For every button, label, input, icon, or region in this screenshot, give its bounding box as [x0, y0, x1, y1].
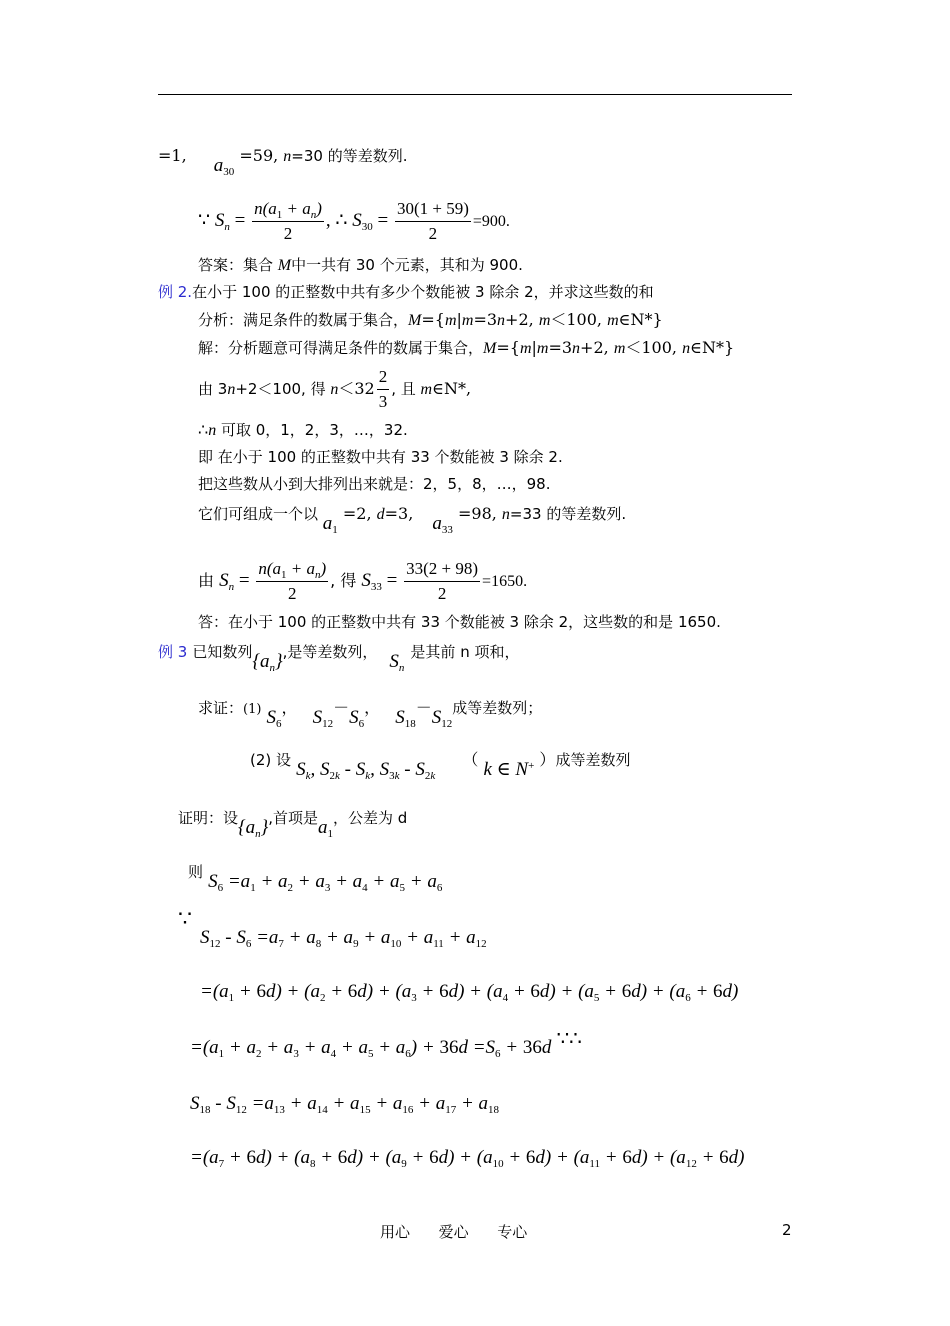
because-symbol: ∵	[198, 209, 211, 231]
example-2	[158, 282, 654, 302]
example-3: 例 3 已知数列$\{a_n\}$,是等差数列， $S_n$是其前 n 项和，	[158, 643, 520, 674]
S-symbol: S	[352, 209, 362, 231]
page-number: 2	[782, 1221, 792, 1239]
expansion-line-3: $=(a_7 + 6d) + (a_8 + 6d) + (a_9 + 6d) + (a_{10} + 6d) + (a_{11} + 6d) + (a_{12} + 6d)$	[190, 1147, 745, 1170]
fraction: $\frac{n(a_1 + a_n)}{2}$	[254, 199, 322, 243]
text: =1,	[158, 146, 187, 165]
prove-2: (2) 设 $S_k$, $S_{2k} - S_k$, $S_{3k} - S_{2k}$ （ k ∈ N+ ）成等差数列	[250, 750, 631, 782]
var-n: n	[283, 148, 292, 165]
text: 在小于 100 的正整数中共有多少个数能被 3 除余 2，并求这些数的和	[192, 283, 654, 301]
fraction: $\frac{2}{3}$	[378, 367, 388, 411]
text: , ∴	[325, 209, 353, 231]
expansion-line-1: $=(a_1 + 6d) + (a_2 + 6d) + (a_3 + 6d) + (a_4 + 6d) + (a_5 + 6d) + (a_6 + 6d)$	[200, 981, 739, 1004]
footer-motto: 用心 爱心 专心	[380, 1223, 528, 1241]
expansion-line-2: $=(a_1 + a_2 + a_3 + a_4 + a_5 + a_6) + 36d =S_6 + 36d$ ∵∴	[190, 1026, 582, 1060]
answer-1: 答案：集合 M中一共有 30 个元素，其和为 900.	[198, 256, 523, 274]
answer-2: 答：在小于 100 的正整数中共有 33 个数能被 3 除余 2，这些数的和是 1650.	[198, 613, 721, 631]
header-rule	[158, 94, 792, 95]
diff-line-2: $S_{18} - S_{12} =a_{13} + a_{14} + a_{15} + a_{16} + a_{17} + a_{18}$	[190, 1093, 500, 1116]
proof-start: 证明：设$\{a_n\}$,首项是$a_1$，公差为 d	[178, 809, 408, 840]
text: =30 的等差数列.	[291, 147, 408, 165]
example-label: 例 2.	[158, 283, 193, 301]
fraction: $\frac{n(a_1 + a_n)}{2}$	[258, 559, 327, 603]
because-therefore-symbols: ∵∴	[556, 1026, 582, 1050]
example-label: 例 3	[158, 643, 188, 661]
diff-line-1: $S_{12} - S_6 =a_7 + a_8 + a_9 + a_{10} + a_{11} + a_{12}$	[200, 927, 487, 950]
solution-line: 解：分析题意可得满足条件的数属于集合，M={m|m=3n+2, m＜100, n∈N*}	[198, 338, 735, 357]
text: =900.	[472, 212, 510, 230]
sum-formula-line-2: 由 $S_n$ = $\frac{n(a_1 + a_n)}{2}$ , 得 $S_{33}$ = $\frac{33(2 + 98)}{2}$ =1650.	[198, 559, 528, 603]
then-line: 则 $S_6 =a_1 + a_2 + a_3 + a_4 + a_5 + a_6$	[188, 863, 443, 894]
prove-1: 求证：(1) $S_6$， $S_{12}-S_6$， $S_{18}-S_{12}$成等差数列；	[198, 698, 543, 730]
because-line: ∵	[178, 907, 192, 932]
line-a30	[158, 146, 408, 178]
inequality-line: 由 3n+2＜100, 得 n＜32 $\frac{2}{3}$ , 且 m∈N*,	[198, 367, 472, 411]
sum-formula-line: ∵ $S_n$ = $\frac{n(a_1 + a_n)}{2}$ , ∴ $S_{30}$ = $\frac{30(1 + 59)}{2}$ =900.	[198, 199, 510, 243]
S-symbol: S	[214, 209, 225, 231]
therefore-line: ∴n 可取 0，1，2，3，…，32.	[198, 420, 408, 439]
fraction: $\frac{30(1 + 59)}{2}$	[396, 199, 469, 243]
list-line: 把这些数从小到大排列出来就是：2，5，8，…，98.	[198, 475, 551, 493]
fraction: $\frac{33(2 + 98)}{2}$	[406, 559, 479, 603]
a30-symbol: $a_{30}$	[213, 155, 235, 178]
analysis-line: 分析：满足条件的数属于集合，M={m|m=3n+2, m＜100, m∈N*}	[198, 310, 663, 329]
text: =59,	[239, 146, 284, 165]
form-line: 它们可组成一个以 $a_1 =2$, d=3, $a_{33} =98$, n=33 的等差数列.	[198, 504, 627, 536]
ie-line: 即 在小于 100 的正整数中共有 33 个数能被 3 除余 2.	[198, 448, 563, 466]
